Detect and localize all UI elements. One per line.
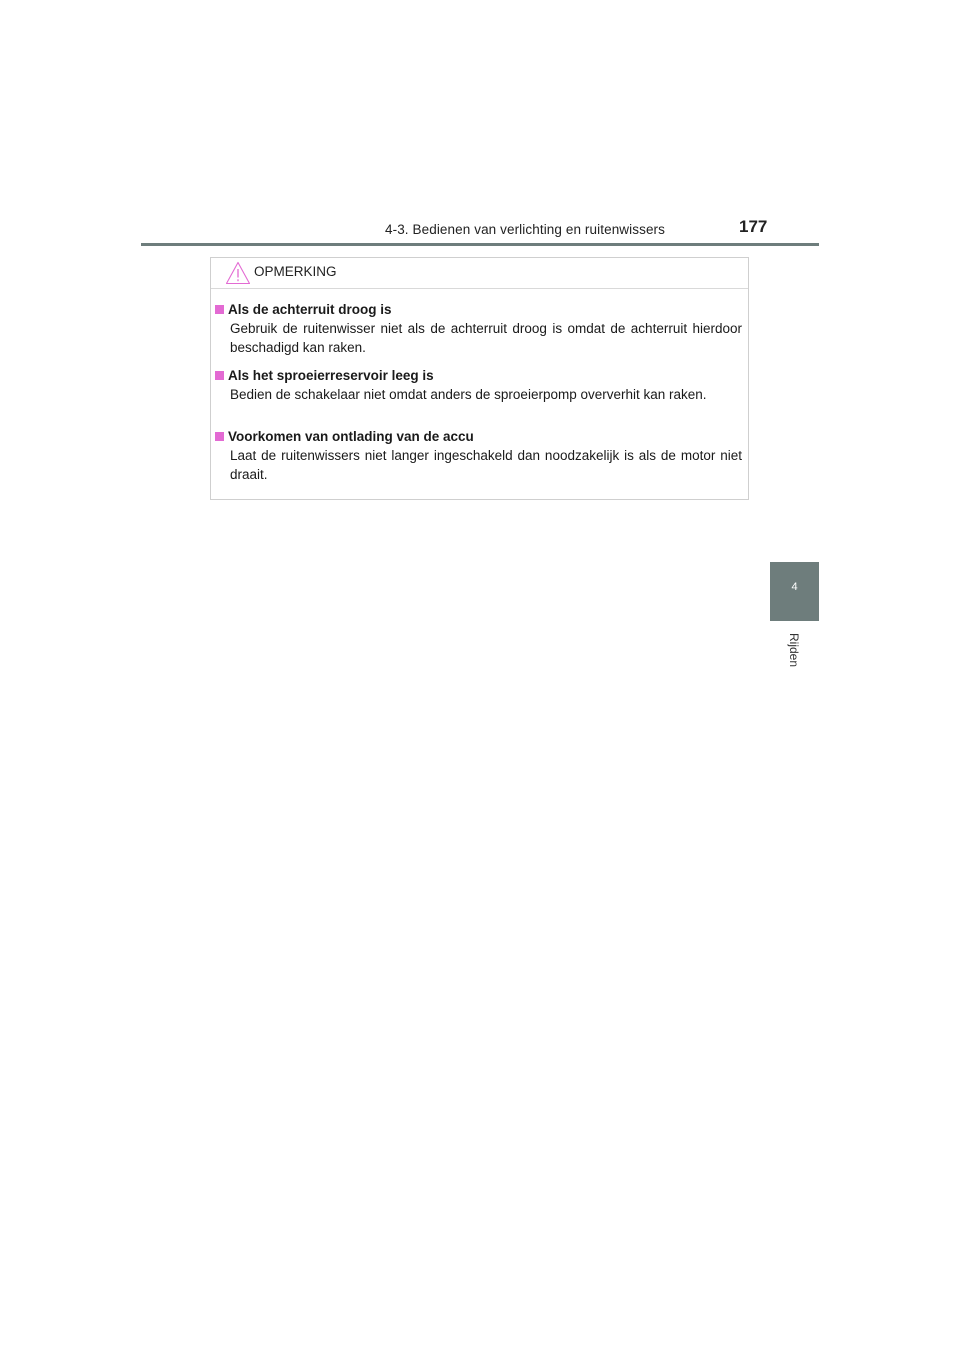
- chapter-number: 4: [791, 581, 798, 593]
- notice-title: OPMERKING: [254, 264, 337, 279]
- item-body: Bedien de schakelaar niet omdat anders de sproeierpomp oververhit kan raken.: [230, 387, 707, 402]
- item-body: Gebruik de ruitenwisser niet als de achterruit droog is omdat de achterruit hierdoor beschadigd kan raken.: [230, 321, 742, 355]
- notice-item-dry-rear-window: [215, 300, 742, 357]
- square-bullet-icon: [215, 371, 224, 380]
- notice-item-empty-reservoir: [215, 366, 742, 404]
- item-body: Laat de ruitenwissers niet langer ingeschakeld dan noodzakelijk is als de motor niet draait.: [230, 448, 742, 482]
- notice-item-battery-discharge: [215, 427, 742, 484]
- header-divider: [141, 243, 819, 246]
- square-bullet-icon: [215, 305, 224, 314]
- square-bullet-icon: [215, 432, 224, 441]
- chapter-tab: [770, 562, 819, 621]
- item-heading: Voorkomen van ontlading van de accu: [215, 427, 742, 445]
- warning-triangle-icon: [225, 261, 251, 285]
- item-heading: Als het sproeierreservoir leeg is: [215, 366, 742, 384]
- notice-header: [211, 258, 748, 289]
- section-title: 4-3. Bedienen van verlichting en ruitenwissers: [385, 222, 665, 237]
- chapter-label: Rijden: [787, 632, 801, 668]
- item-heading: Als de achterruit droog is: [215, 300, 742, 318]
- notice-box: [210, 257, 749, 500]
- page-number: 177: [739, 217, 768, 236]
